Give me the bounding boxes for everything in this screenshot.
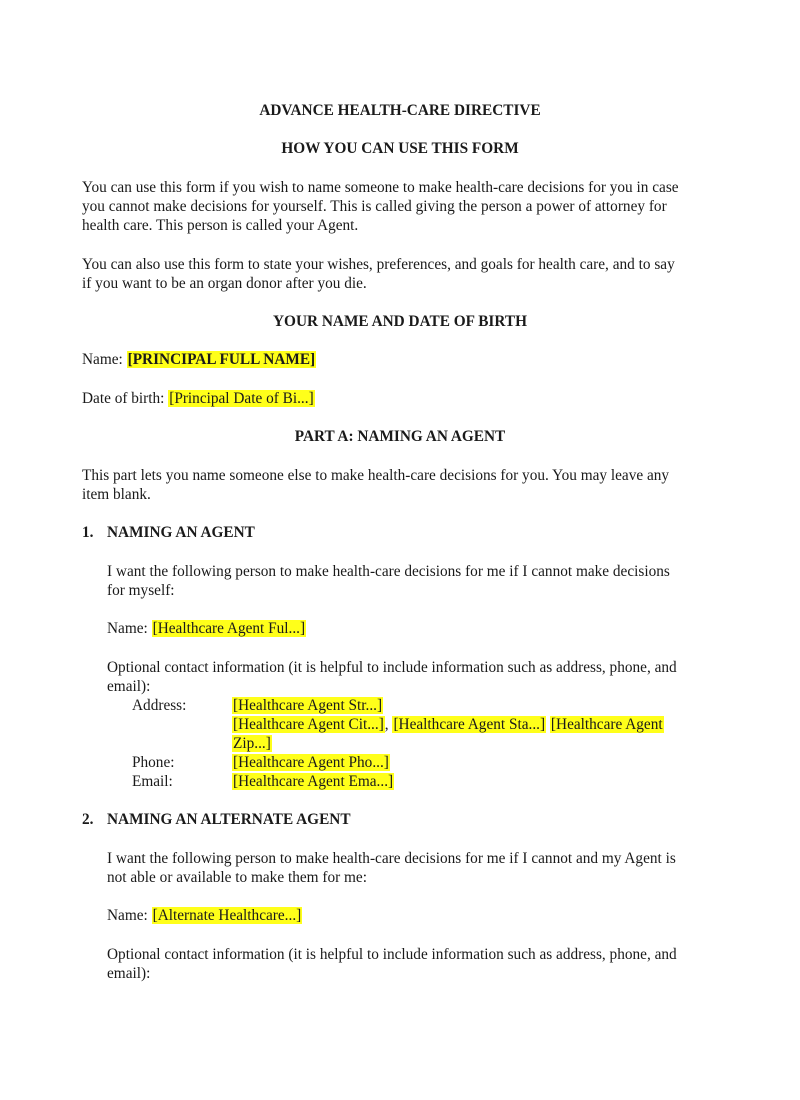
- principal-name-label: Name:: [82, 351, 127, 368]
- intro-paragraph-1-line-2: you cannot make decisions for yourself. This is called giving the person a power of attorney for: [82, 198, 667, 215]
- principal-dob-row: [82, 389, 315, 408]
- agent-phone-field[interactable]: [Healthcare Agent Pho...]: [233, 754, 389, 771]
- principal-name-row: [82, 350, 316, 369]
- name-dob-heading: YOUR NAME AND DATE OF BIRTH: [273, 313, 527, 330]
- agent-name-field[interactable]: [Healthcare Agent Ful...]: [152, 620, 306, 637]
- comma-separator: ,: [384, 716, 389, 733]
- intro-paragraph-2-line-1: You can also use this form to state your wishes, preferences, and goals for health care, and to say: [82, 256, 675, 273]
- agent-phone-row: [232, 753, 390, 772]
- agent-name-label: Name:: [107, 620, 152, 637]
- agent-zip-continued-row: [232, 734, 272, 753]
- principal-name-field[interactable]: [PRINCIPAL FULL NAME]: [127, 351, 316, 368]
- alternate-agent-name-label: Name:: [107, 907, 152, 924]
- intro-paragraph-1-line-3: health care. This person is called your Agent.: [82, 217, 359, 234]
- agent-phone-label: Phone:: [132, 754, 175, 771]
- agent-name-row: [107, 619, 306, 638]
- section-1-contact-line-2: email):: [107, 678, 151, 695]
- agent-street-field[interactable]: [Healthcare Agent Str...]: [233, 697, 383, 714]
- principal-dob-label: Date of birth:: [82, 390, 169, 407]
- agent-address-label: Address:: [132, 697, 187, 714]
- agent-zip-field-continued[interactable]: Zip...]: [233, 735, 271, 752]
- agent-street-row: [232, 696, 383, 715]
- document-title: ADVANCE HEALTH-CARE DIRECTIVE: [259, 102, 541, 119]
- intro-paragraph-2-line-2: if you want to be an organ donor after you die.: [82, 275, 367, 292]
- alternate-agent-name-field[interactable]: [Alternate Healthcare...]: [152, 907, 302, 924]
- agent-city-field[interactable]: [Healthcare Agent Cit...]: [233, 716, 384, 733]
- section-1-contact-line-1: Optional contact information (it is helpful to include information such as address, phone, and: [107, 659, 677, 676]
- intro-paragraph-1-line-1: You can use this form if you wish to name someone to make health-care decisions for you in case: [82, 179, 679, 196]
- section-1-number: 1.: [82, 524, 94, 541]
- section-2-contact-line-2: email):: [107, 965, 151, 982]
- section-1-heading: NAMING AN AGENT: [107, 524, 255, 541]
- principal-dob-field[interactable]: [Principal Date of Bi...]: [169, 390, 314, 407]
- section-2-text-line-1: I want the following person to make health-care decisions for me if I cannot and my Agent is: [107, 850, 676, 867]
- agent-state-field[interactable]: [Healthcare Agent Sta...]: [393, 716, 546, 733]
- agent-email-row: [232, 772, 394, 791]
- section-1-text-line-2: for myself:: [107, 582, 175, 599]
- agent-city-state-zip-row: [232, 715, 664, 734]
- section-1-text-line-1: I want the following person to make health-care decisions for me if I cannot make decisions: [107, 563, 670, 580]
- alternate-agent-name-row: [107, 906, 302, 925]
- section-2-heading: NAMING AN ALTERNATE AGENT: [107, 811, 351, 828]
- part-a-intro-line-2: item blank.: [82, 486, 151, 503]
- agent-email-field[interactable]: [Healthcare Agent Ema...]: [233, 773, 394, 790]
- how-to-use-heading: HOW YOU CAN USE THIS FORM: [281, 140, 519, 157]
- agent-zip-field[interactable]: [Healthcare Agent: [550, 716, 663, 733]
- section-2-text-line-2: not able or available to make them for me:: [107, 869, 367, 886]
- part-a-heading: PART A: NAMING AN AGENT: [294, 428, 506, 445]
- agent-email-label: Email:: [132, 773, 173, 790]
- section-2-number: 2.: [82, 811, 94, 828]
- section-2-contact-line-1: Optional contact information (it is helpful to include information such as address, phone, and: [107, 946, 677, 963]
- part-a-intro-line-1: This part lets you name someone else to make health-care decisions for you. You may leave any: [82, 467, 670, 484]
